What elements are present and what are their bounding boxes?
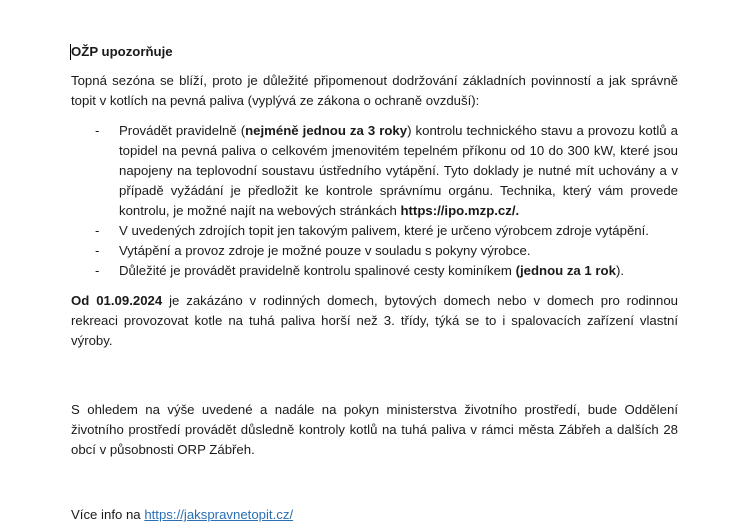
bullet-dash: - <box>95 243 100 258</box>
bullet-text: Důležité je provádět pravidelně kontrolu spalinové cesty kominíkem <box>119 263 516 278</box>
bullet-text: Vytápění a provoz zdroje je možné pouze v souladu s pokyny výrobce. <box>119 243 531 258</box>
more-info-link[interactable]: https://jakspravnetopit.cz/ <box>144 507 294 522</box>
intro-paragraph: Topná sezóna se blíží, proto je důležité připomenout dodržování základních povinností a jak správně topit v kotlích na pevná paliva (vyplývá ze zákona o ochraně ovzduší): <box>71 73 678 108</box>
text-cursor <box>70 44 71 60</box>
bullet-dash: - <box>95 123 100 138</box>
bullet-text: Provádět pravidelně ( <box>119 123 246 138</box>
bullet-bold-text: nejméně jednou za 3 roky <box>245 123 408 138</box>
ban-text: je zakázáno v rodinných domech, bytových domech nebo v domech pro rodinnou rekreaci provozovat kotle na tuhá paliva horší než 3. třídy, týká se to i spalovacích zařízení vlastní výroby. <box>71 293 678 348</box>
more-info-paragraph <box>71 505 678 525</box>
document-title <box>71 42 678 62</box>
ipo-url-text: https://ipo.mzp.cz/ <box>400 203 516 218</box>
bullet-text: V uvedených zdrojích topit jen takovým palivem, které je určeno výrobcem zdroje vytápění. <box>119 223 649 238</box>
bullet-text: ) kontrolu technického stavu a provozu kotlů a topidel na pevná paliva o celkovém jmenovitém tepelném příkonu od 10 do 300 kW, které jsou napojeny na teplovodní soustavu ústředního vytápění. Tyto doklady je nutné mít uchovány a v případě vyžádání je předložit ke kontrole správnímu orgánu. Technika, který vám provede kontrolu, je možné najít na webových stránkách <box>119 123 679 218</box>
ban-paragraph <box>71 291 678 351</box>
bullet-text: ). <box>615 263 625 278</box>
bullet-bold-text: (jednou za 1 rok <box>515 263 616 278</box>
list-item <box>71 121 678 221</box>
list-item <box>71 261 678 281</box>
obligations-list <box>71 121 678 281</box>
bullet-dash: - <box>95 263 100 278</box>
bullet-end: . <box>515 203 520 218</box>
list-item <box>71 221 678 241</box>
title-text: OŽP upozorňuje <box>71 44 173 59</box>
list-item <box>71 241 678 261</box>
bullet-dash: - <box>95 223 100 238</box>
document-page <box>71 42 678 525</box>
ban-date: Od 01.09.2024 <box>71 293 163 308</box>
inspection-paragraph: S ohledem na výše uvedené a nadále na pokyn ministerstva životního prostředí, bude Oddělení životního prostředí provádět důsledně kontroly kotlů na tuhá paliva v rámci města Zábřeh a dalších 28 obcí v působnosti ORP Zábřeh. <box>71 402 678 457</box>
more-info-label: Více info na <box>71 507 145 522</box>
